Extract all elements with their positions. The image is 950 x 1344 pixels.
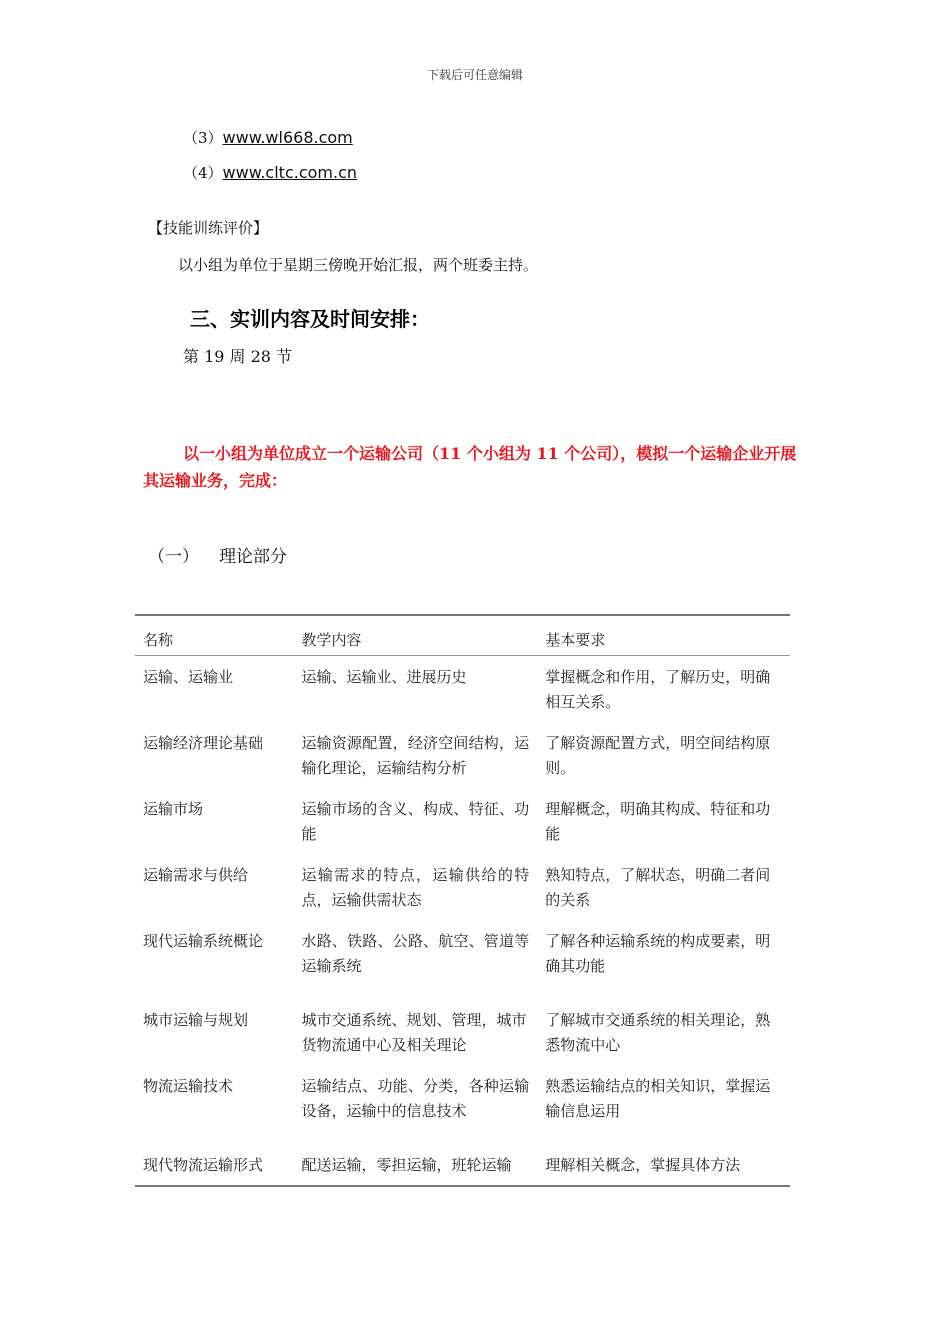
cell-content: 水路、铁路、公路、航空、管道等运输系统 [301,932,530,975]
column-header-requirement: 基本要求 [537,615,790,656]
table-row [135,788,790,854]
cell-requirement: 了解城市交通系统的相关理论，熟悉物流中心 [545,1011,771,1054]
table-row [135,722,790,788]
table-row [135,854,790,920]
cell-content: 运输市场的含义、构成、特征、功能 [301,800,530,843]
table-row [135,656,790,723]
cell-content: 配送运输，零担运输，班轮运输 [293,1131,537,1186]
link-number: （4） [183,164,223,182]
subsection-title [148,542,287,567]
cell-content: 城市交通系统、规划、管理，城市货物流通中心及相关理论 [301,1011,527,1054]
cell-name: 运输、运输业 [143,668,234,686]
cell-content: 运输资源配置，经济空间结构，运输化理论，运输结构分析 [301,734,530,777]
table-row [135,1065,790,1131]
website-link[interactable]: www.wl668.com [222,128,353,147]
cell-name: 物流运输技术 [143,1077,234,1095]
link-item-4 [183,162,357,183]
subsection-number: （一） [148,547,199,567]
column-header-content: 教学内容 [293,615,537,656]
website-link[interactable]: www.cltc.com.cn [222,163,358,182]
column-header-name: 名称 [135,615,293,656]
cell-requirement: 了解各种运输系统的构成要素，明确其功能 [545,932,771,975]
cell-requirement: 熟悉运输结点的相关知识，掌握运输信息运用 [545,1077,771,1120]
week-schedule: 第 19 周 28 节 [183,347,293,366]
cell-requirement: 掌握概念和作用，了解历史，明确相互关系。 [545,668,771,711]
cell-name: 运输经济理论基础 [143,734,264,752]
evaluation-body: 以小组为单位于星期三傍晚开始汇报，两个班委主持。 [178,256,539,274]
link-number: （3） [183,129,223,147]
section-title: 三、实训内容及时间安排： [190,307,430,331]
cell-name: 运输市场 [143,800,204,818]
table-row [135,920,790,986]
cell-content: 运输、运输业、进展历史 [301,668,467,686]
cell-name: 现代物流运输形式 [135,1131,293,1186]
task-paragraph: 以一小组为单位成立一个运输公司（11 个小组为 11 个公司），模拟一个运输企业开展其运输业务，完成： [143,444,797,490]
cell-requirement: 了解资源配置方式，明空间结构原则。 [545,734,771,777]
cell-content: 运输需求的特点，运输供给的特点，运输供需状态 [301,866,530,909]
page-header: 下载后可任意编辑 [426,68,523,82]
cell-content: 运输结点、功能、分类，各种运输设备，运输中的信息技术 [301,1077,530,1120]
cell-requirement: 熟知特点，了解状态，明确二者间的关系 [545,866,771,909]
cell-name: 运输需求与供给 [143,866,249,884]
table-row [135,1131,790,1186]
cell-name: 现代运输系统概论 [143,932,264,950]
link-item-3 [183,127,353,148]
cell-name: 城市运输与规划 [143,1011,249,1029]
theory-table [135,614,790,1187]
table-header-row [135,615,790,656]
table-row [135,986,790,1065]
subsection-label: 理论部分 [219,547,287,567]
evaluation-heading: 【技能训练评价】 [148,219,269,237]
cell-requirement: 理解相关概念，掌握具体方法 [537,1131,790,1186]
cell-requirement: 理解概念，明确其构成、特征和功能 [545,800,771,843]
